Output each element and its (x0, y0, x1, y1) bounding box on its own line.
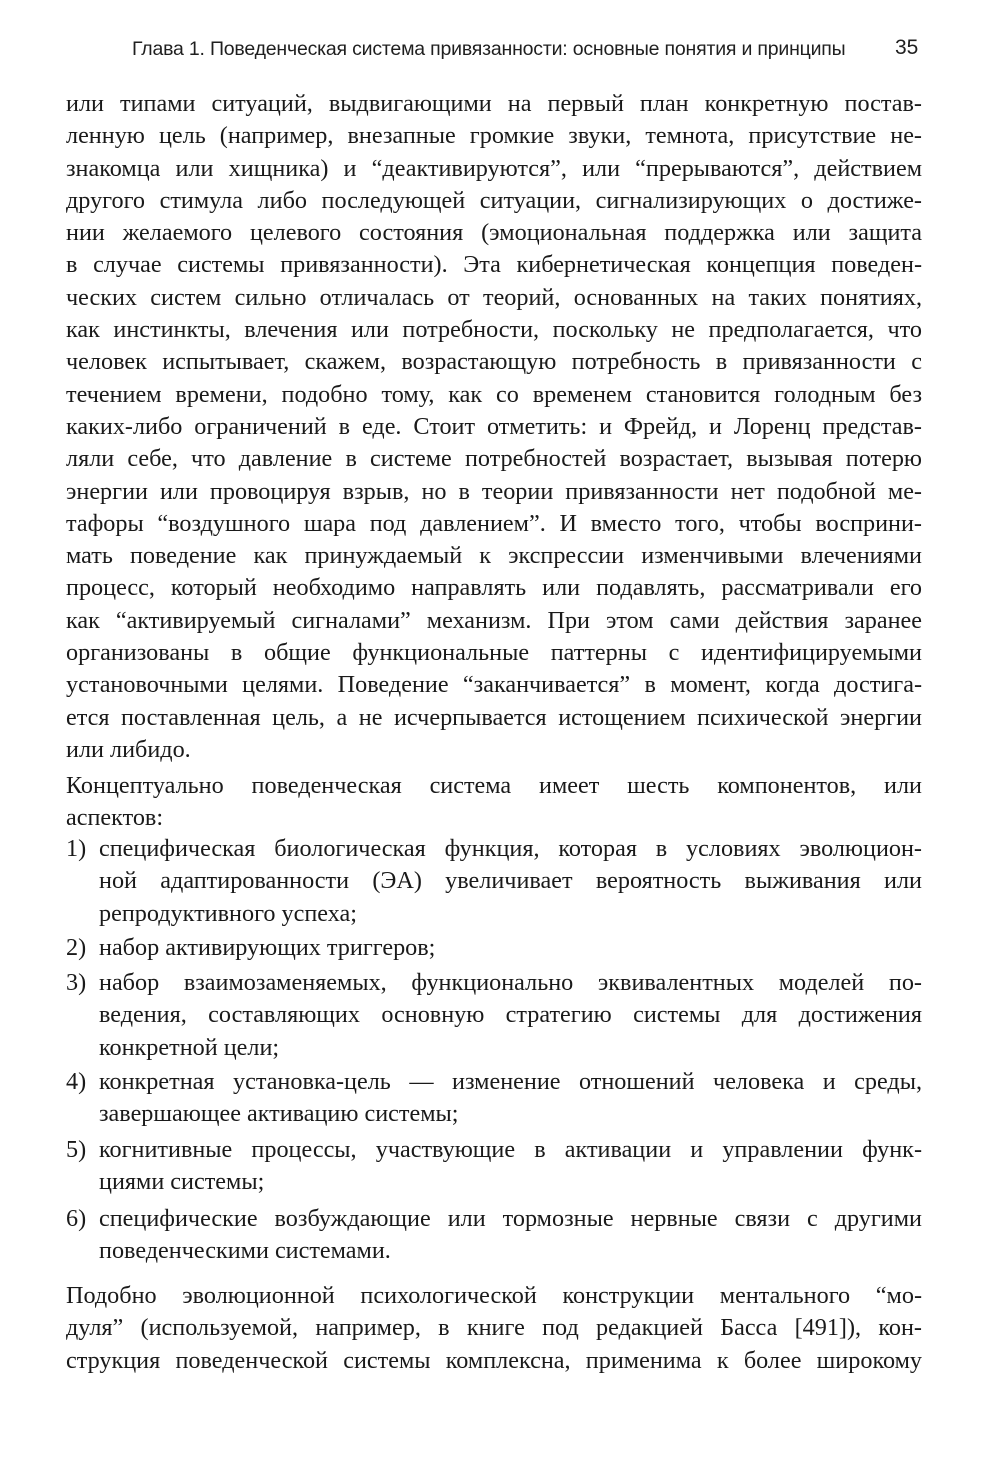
text-line: Подобно эволюционной психологической конструкции ментального “мо- (66, 1282, 922, 1309)
text-line: в случае системы привязанности). Эта кибернетическая концепция поведен- (66, 251, 922, 279)
text-line: как инстинкты, влечения или потребности, поскольку не предполагается, что (66, 316, 922, 344)
text-line: репродуктивного успеха; (99, 899, 357, 927)
text-line: энергии или провоцируя взрыв, но в теории привязанности нет подобной ме- (66, 477, 922, 505)
text-line: знакомца или хищника) и “деактивируются”, или “прерываются”, действием (66, 154, 922, 182)
text-line: как “активируемый сигналами” механизм. При этом сами действия заранее (66, 606, 922, 634)
text-line: ной адаптированности (ЭА) увеличивает вероятность выживания или (99, 867, 922, 895)
text-line: нии желаемого целевого состояния (эмоциональная поддержка или защита (66, 219, 922, 247)
paragraph-components-intro (66, 770, 922, 835)
list-item-number: 6) (66, 1205, 87, 1232)
text-line: поведенческими системами. (99, 1237, 391, 1265)
paragraph-module-comparison (66, 1280, 922, 1377)
text-line: аспектов: (66, 804, 164, 832)
text-line: установочными целями. Поведение “заканчивается” в момент, когда достига- (66, 671, 922, 699)
text-line: когнитивные процессы, участвующие в активации и управлении функ- (99, 1136, 922, 1163)
list-item-number: 1) (66, 835, 87, 862)
text-line: тафоры “воздушного шара под давлением”. И вместо того, чтобы восприни- (66, 509, 922, 537)
text-line: организованы в общие функциональные паттерны с идентифицируемыми (66, 639, 922, 667)
text-line: ется поставленная цель, а не исчерпывается истощением психической энергии (66, 703, 922, 731)
text-line: циями системы; (99, 1168, 265, 1196)
text-line: ленную цель (например, внезапные громкие звуки, темнота, присутствие не- (66, 122, 922, 150)
text-line: течением времени, подобно тому, как со временем становится голодным без (66, 380, 922, 408)
page-number: 35 (895, 36, 919, 59)
text-line: дуля” (используемой, например, в книге под редакцией Басса [491]), кон- (66, 1314, 922, 1342)
list-item-number: 2) (66, 934, 87, 961)
text-line: человек испытывает, скажем, возрастающую потребность в привязанности с (66, 348, 922, 376)
text-line: конкретная установка-цель — изменение отношений человека и среды, (99, 1068, 922, 1095)
text-line: специфические возбуждающие или тормозные нервные связи с другими (99, 1205, 922, 1232)
paragraph-continued (66, 88, 922, 766)
text-line: завершающее активацию системы; (99, 1100, 459, 1128)
text-line: Концептуально поведенческая система имеет шесть компонентов, или (66, 772, 922, 799)
list-item-number: 5) (66, 1136, 87, 1163)
text-line: ляли себе, что давление в системе потребностей возрастает, вызывая потерю (66, 445, 922, 473)
text-line: или либидо. (66, 735, 191, 763)
text-line: конкретной цели; (99, 1033, 280, 1061)
list-item-number: 3) (66, 969, 87, 996)
text-line: или типами ситуаций, выдвигающими на первый план конкретную постав- (66, 90, 922, 117)
text-line: мать поведение как принуждаемый к экспрессии изменчивыми влечениями (66, 542, 922, 570)
text-line: струкция поведенческой системы комплексна, применима к более широкому (66, 1346, 922, 1374)
text-line: набор активирующих триггеров; (99, 934, 436, 961)
text-line: ческих систем сильно отличалась от теорий, основанных на таких понятиях, (66, 283, 922, 311)
running-head-title: Глава 1. Поведенческая система привязанности: основные понятия и принципы (132, 38, 846, 60)
text-line: процесс, который необходимо направлять или подавлять, рассматривали его (66, 574, 922, 602)
text-line: другого стимула либо последующей ситуации, сигнализирующих о достиже- (66, 186, 922, 214)
text-line: каких-либо ограничений в еде. Стоит отметить: и Фрейд, и Лоренц представ- (66, 412, 922, 440)
text-line: ведения, составляющих основную стратегию системы для достижения (99, 1001, 922, 1029)
text-line: специфическая биологическая функция, которая в условиях эволюцион- (99, 835, 922, 862)
list-item-number: 4) (66, 1068, 87, 1095)
text-line: набор взаимозаменяемых, функционально эквивалентных моделей по- (99, 969, 922, 996)
